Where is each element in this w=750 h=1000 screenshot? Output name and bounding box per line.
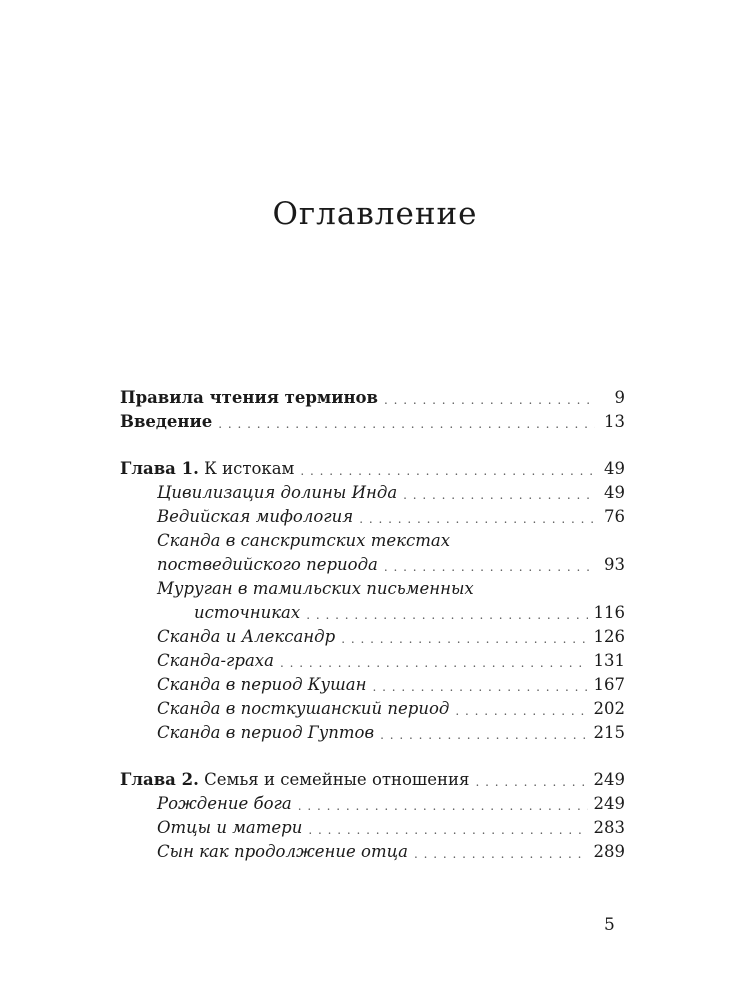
table-of-contents: [120, 386, 625, 864]
toc-page-number: 116: [593, 603, 625, 622]
toc-subentry[interactable]: [120, 721, 625, 745]
toc-entry-label: источниках: [194, 603, 301, 622]
chapter-title: К истокам: [204, 459, 295, 478]
toc-page-number: 9: [614, 388, 625, 407]
page-title: Оглавление: [272, 196, 478, 232]
toc-page-number: 283: [593, 818, 625, 837]
toc-entry-label: Введение: [120, 412, 213, 431]
dot-leader: [384, 390, 595, 410]
dot-leader: [218, 414, 595, 434]
dot-leader: [475, 772, 587, 792]
toc-page-number: 93: [604, 555, 625, 574]
toc-entry-reading-rules[interactable]: [120, 386, 625, 410]
dot-leader: [300, 461, 595, 481]
toc-subentry[interactable]: [120, 792, 625, 816]
toc-entry-label: Ведийская мифология: [157, 507, 354, 526]
toc-page-number: 202: [593, 699, 625, 718]
toc-page-number: 76: [604, 507, 625, 526]
toc-entry-label: Сканда в период Кушан: [157, 675, 367, 694]
chapter-prefix: Глава 2.: [120, 770, 199, 789]
toc-subentry-line1[interactable]: [120, 529, 625, 553]
toc-subentry[interactable]: [120, 649, 625, 673]
toc-subentry[interactable]: [120, 625, 625, 649]
toc-subentry-line2[interactable]: [120, 601, 625, 625]
toc-chapter-1[interactable]: [120, 457, 625, 481]
toc-page-number: 131: [593, 651, 625, 670]
toc-entry-label: Сканда в посткушанский период: [157, 699, 450, 718]
dot-leader: [414, 844, 588, 864]
chapter-title: Семья и семейные отношения: [204, 770, 470, 789]
toc-chapter-heading: [120, 768, 469, 792]
dot-leader: [403, 485, 595, 505]
dot-leader: [308, 820, 587, 840]
toc-subentry[interactable]: [120, 816, 625, 840]
page-number: 5: [604, 915, 615, 935]
toc-page-number: 49: [604, 459, 625, 478]
dot-leader: [384, 557, 595, 577]
toc-page-number: 289: [593, 842, 625, 861]
toc-page-number: 49: [604, 483, 625, 502]
toc-entry-label: Цивилизация долины Инда: [157, 483, 398, 502]
dot-leader: [280, 653, 588, 673]
dot-leader: [372, 677, 587, 697]
toc-chapter-heading: [120, 457, 294, 481]
chapter-prefix: Глава 1.: [120, 459, 199, 478]
dot-leader: [455, 701, 587, 721]
toc-entry-label: Муруган в тамильских письменных: [157, 579, 474, 598]
toc-subentry-line2[interactable]: [120, 553, 625, 577]
toc-entry-label: Сканда и Александр: [157, 627, 336, 646]
toc-entry-label: Правила чтения терминов: [120, 388, 379, 407]
dot-leader: [341, 629, 587, 649]
toc-entry-label: Сканда-граха: [157, 651, 274, 670]
toc-page-number: 126: [593, 627, 625, 646]
toc-page-number: 249: [593, 770, 625, 789]
toc-entry-label: Сын как продолжение отца: [157, 842, 408, 861]
toc-entry-label: Сканда в санскритских текстах: [157, 531, 451, 550]
toc-entry-label: Рождение бога: [157, 794, 292, 813]
dot-leader: [380, 725, 587, 745]
dot-leader: [306, 605, 587, 625]
toc-subentry[interactable]: [120, 840, 625, 864]
toc-page-number: 167: [593, 675, 625, 694]
toc-entry-label: поствeдийского периода: [157, 555, 378, 574]
toc-page-number: 215: [593, 723, 625, 742]
dot-leader: [359, 509, 595, 529]
toc-page-number: 249: [593, 794, 625, 813]
toc-subentry[interactable]: [120, 481, 625, 505]
toc-entry-label: Сканда в период Гуптов: [157, 723, 375, 742]
toc-subentry[interactable]: [120, 697, 625, 721]
toc-entry-label: Отцы и матери: [157, 818, 303, 837]
toc-subentry[interactable]: [120, 505, 625, 529]
toc-subentry-line1[interactable]: [120, 577, 625, 601]
toc-subentry[interactable]: [120, 673, 625, 697]
dot-leader: [298, 796, 588, 816]
toc-chapter-2[interactable]: [120, 768, 625, 792]
toc-page-number: 13: [604, 412, 625, 431]
toc-entry-introduction[interactable]: [120, 410, 625, 434]
